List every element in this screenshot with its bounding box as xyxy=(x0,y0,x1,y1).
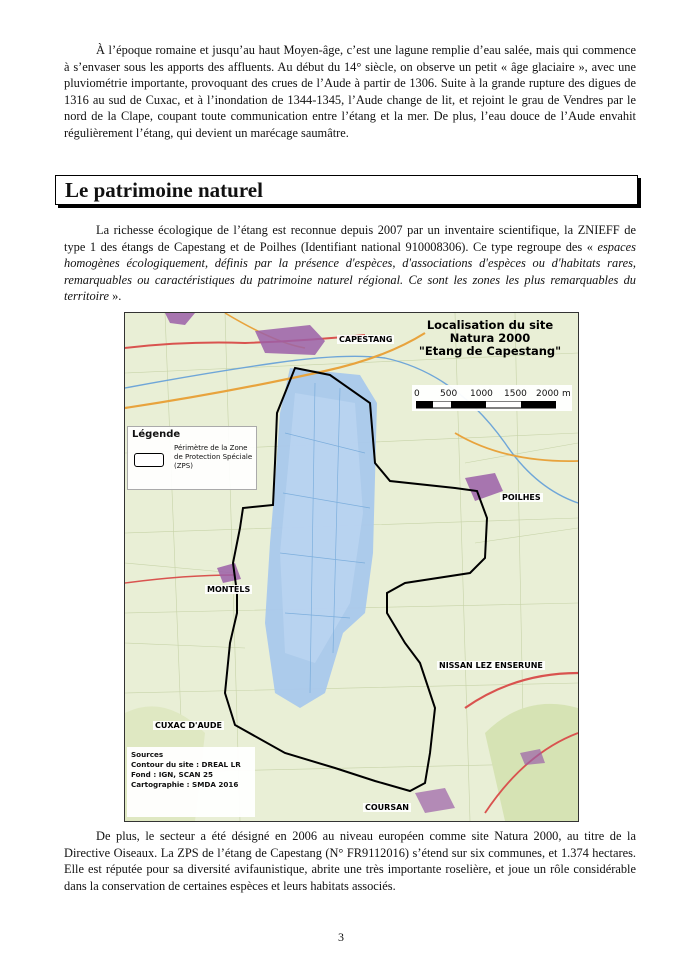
town-montels: MONTELS xyxy=(207,585,251,594)
scale-label-500: 500 xyxy=(440,389,458,399)
page-number: 3 xyxy=(338,930,344,944)
sources-line3: Cartographie : SMDA 2016 xyxy=(131,780,239,789)
scale-label-2000: 2000 xyxy=(536,389,559,399)
paragraph-znieff xyxy=(64,222,636,305)
sources-line2: Fond : IGN, SCAN 25 xyxy=(131,770,214,779)
legend-zps-label: Périmètre de la Zone de Protection Spéciale (ZPS) xyxy=(174,444,253,470)
paragraph-znieff-start: La richesse écologique de l’étang est reconnue depuis 2007 par un inventaire scientifique, la ZNIEFF de type 1 des étangs de Capestang et de Poilhes (Identifiant national 910008306). Ce type regroupe des « xyxy=(64,223,636,254)
paragraph-natura-2000 xyxy=(64,828,636,894)
legend-zps-swatch xyxy=(134,453,164,467)
scale-label-1000: 1000 xyxy=(470,389,493,399)
paragraph-natura-2000-text: De plus, le secteur a été désigné en 2006 au niveau européen comme site Natura 2000, au titre de la Directive Oiseaux. La ZPS de l’étang de Capestang (N° FR9112016) s’étend sur six communes, et 1.374 hectares. Elle est réputée pour sa diversité avifaunistique, abrite une très importante roselière, et joue un rôle considérable dans la conservation de certaines espèces et leurs habitats associés. xyxy=(64,829,636,893)
legend-title: Légende xyxy=(132,429,181,440)
map-title-line1: Localisation du site xyxy=(426,318,554,332)
paragraph-history-text: À l’époque romaine et jusqu’au haut Moyen-âge, c’est une lagune remplie d’eau salée, mais qui commence à s’envaser sous les apports des affluents. Au début du 14° siècle, on observe un petit « âge glaciaire », avec une pluviométrie importante, provoquant des crues de l’Aude à partir de 1306. Suite à la grande rupture des digues de 1316 au sud de Cuxac, et à l’inondation de 1344-1345, l’Aude change de lit, et rejoint le grau de Vendres par le nord de la Clape, coupant toute communication entre l’étang et la mer. De plus, l’eau douce de l’Aude envahit régulièrement l’étang, qui devient un marécage saumâtre. xyxy=(64,43,636,140)
map-title xyxy=(406,319,574,358)
town-cuxac: CUXAC D'AUDE xyxy=(155,721,223,730)
paragraph-znieff-quote: espaces homogènes écologiquement, définis par la présence d'espèces, d'associations d'espèces ou d'habitats rares, remarquables ou caractéristiques du patrimoine naturel régional. Ce sont les zones les plus remarquables du territoire xyxy=(64,239,636,304)
natura-2000-map xyxy=(124,312,579,822)
town-coursan: COURSAN xyxy=(365,803,409,812)
sources-line1: Contour du site : DREAL LR xyxy=(131,760,241,769)
town-nissan: NISSAN LEZ ENSERUNE xyxy=(439,661,543,670)
paragraph-history xyxy=(64,42,636,142)
sources-title: Sources xyxy=(131,750,164,759)
map-title-line3: "Etang de Capestang" xyxy=(418,344,562,358)
map-legend xyxy=(127,426,257,490)
map-scale-bar xyxy=(412,385,572,411)
paragraph-znieff-end: ». xyxy=(108,289,122,304)
town-poilhes: POILHES xyxy=(502,493,541,502)
map-sources xyxy=(127,747,255,817)
scale-bar-graphic xyxy=(416,401,556,409)
town-capestang: CAPESTANG xyxy=(339,335,393,344)
scale-label-unit: m xyxy=(562,389,571,399)
scale-label-0: 0 xyxy=(414,389,420,399)
scale-label-1500: 1500 xyxy=(504,389,527,399)
map-title-line2: Natura 2000 xyxy=(449,331,531,345)
section-title: Le patrimoine naturel xyxy=(55,175,638,205)
